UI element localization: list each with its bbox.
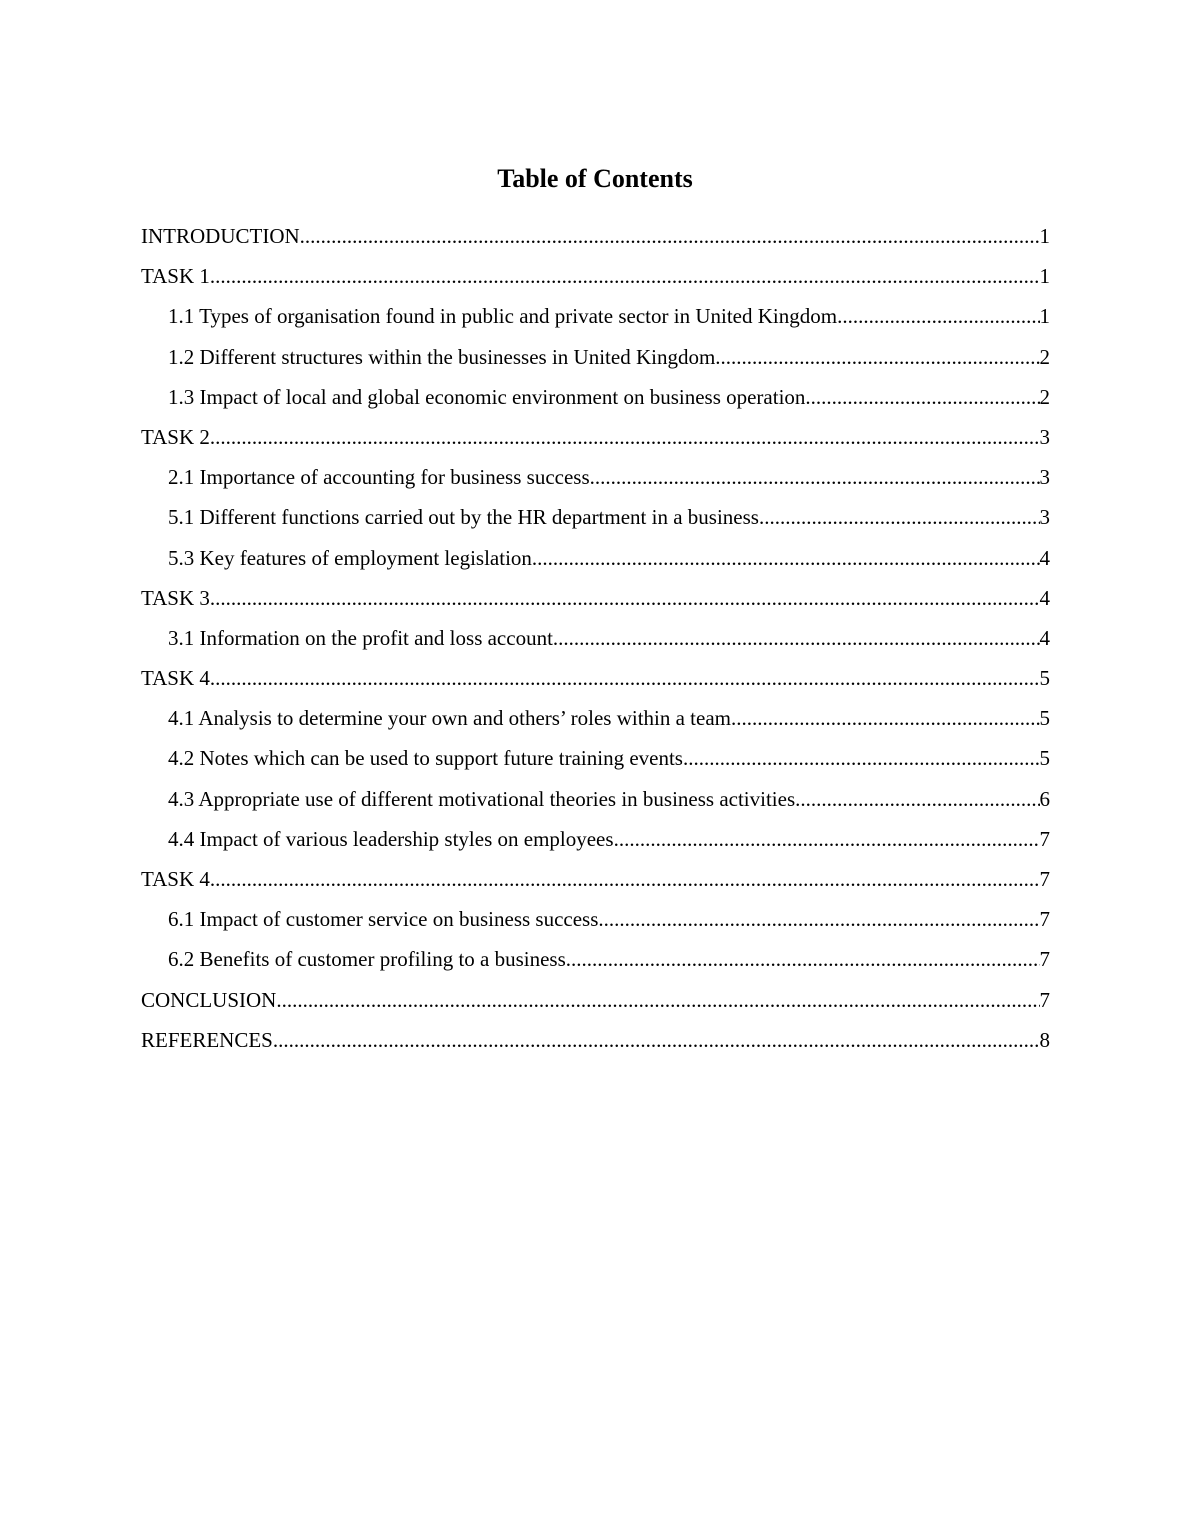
toc-dot-leader bbox=[598, 903, 1039, 935]
toc-subentry[interactable] bbox=[141, 702, 1050, 742]
toc-subentry[interactable] bbox=[141, 381, 1050, 421]
toc-entry-title: TASK 4 bbox=[141, 867, 210, 891]
toc-entry-title: 4.1 Analysis to determine your own and others’ roles within a team bbox=[168, 706, 731, 731]
toc-page-number: 5 bbox=[1039, 706, 1050, 731]
toc-subentry[interactable] bbox=[141, 742, 1050, 782]
toc-dot-leader bbox=[532, 542, 1040, 574]
toc-page-number: 1 bbox=[1039, 224, 1050, 248]
toc-entry-title: 1.2 Different structures within the businesses in United Kingdom bbox=[168, 344, 716, 369]
toc-dot-leader bbox=[795, 783, 1039, 815]
toc-page-number: 7 bbox=[1039, 947, 1050, 972]
toc-page-number: 7 bbox=[1039, 907, 1050, 932]
toc-list bbox=[141, 220, 1050, 1064]
toc-dot-leader bbox=[273, 1024, 1040, 1056]
toc-page-number: 1 bbox=[1039, 304, 1050, 329]
toc-page-number: 3 bbox=[1039, 465, 1050, 490]
toc-subentry[interactable] bbox=[141, 943, 1050, 983]
toc-dot-leader bbox=[553, 622, 1040, 654]
toc-dot-leader bbox=[805, 381, 1039, 413]
toc-subentry[interactable] bbox=[141, 341, 1050, 381]
toc-entry[interactable] bbox=[141, 220, 1050, 260]
toc-title: Table of Contents bbox=[497, 164, 693, 193]
toc-entry-title: 1.3 Impact of local and global economic environment on business operation bbox=[168, 384, 806, 409]
toc-dot-leader bbox=[590, 461, 1040, 493]
toc-dot-leader bbox=[566, 943, 1040, 975]
toc-entry-title: TASK 3 bbox=[141, 585, 210, 610]
toc-page-number: 4 bbox=[1039, 585, 1050, 610]
toc-page-number: 3 bbox=[1039, 424, 1050, 449]
toc-entry-title: 5.1 Different functions carried out by the HR department in a business bbox=[168, 505, 759, 530]
toc-entry[interactable] bbox=[141, 863, 1050, 903]
toc-entry-title: TASK 2 bbox=[141, 424, 210, 449]
toc-entry-title: 4.4 Impact of various leadership styles on employees bbox=[168, 826, 614, 851]
toc-page-number: 5 bbox=[1039, 746, 1050, 771]
toc-dot-leader bbox=[715, 341, 1039, 373]
toc-dot-leader bbox=[210, 260, 1040, 292]
toc-entry[interactable] bbox=[141, 260, 1050, 300]
toc-subentry[interactable] bbox=[141, 300, 1050, 340]
toc-dot-leader bbox=[210, 662, 1040, 694]
toc-entry-title: 4.3 Appropriate use of different motivational theories in business activities bbox=[168, 786, 796, 811]
toc-subentry[interactable] bbox=[141, 622, 1050, 662]
toc-entry-title: INTRODUCTION bbox=[141, 224, 300, 248]
toc-dot-leader bbox=[731, 702, 1040, 734]
toc-subentry[interactable] bbox=[141, 542, 1050, 582]
toc-page-number: 3 bbox=[1039, 505, 1050, 530]
toc-page-number: 7 bbox=[1039, 826, 1050, 851]
toc-entry-title: 5.3 Key features of employment legislation bbox=[168, 545, 532, 570]
toc-entry-title: REFERENCES bbox=[141, 1027, 273, 1052]
toc-page-number: 2 bbox=[1039, 344, 1050, 369]
toc-entry-title: CONCLUSION bbox=[141, 987, 277, 1012]
toc-subentry[interactable] bbox=[141, 783, 1050, 823]
toc-page-number: 7 bbox=[1039, 867, 1050, 891]
toc-dot-leader bbox=[210, 421, 1040, 453]
toc-page-number: 7 bbox=[1039, 987, 1050, 1012]
toc-entry-title: TASK 1 bbox=[141, 264, 210, 289]
toc-entry[interactable] bbox=[141, 421, 1050, 461]
toc-page-number: 1 bbox=[1039, 264, 1050, 289]
toc-dot-leader bbox=[683, 742, 1040, 774]
toc-entry-title: 3.1 Information on the profit and loss account bbox=[168, 625, 553, 650]
toc-dot-leader bbox=[210, 863, 1040, 895]
toc-entry-title: 1.1 Types of organisation found in public and private sector in United Kingdom bbox=[168, 304, 838, 329]
toc-dot-leader bbox=[300, 220, 1040, 252]
toc-entry-title: 6.2 Benefits of customer profiling to a business bbox=[168, 947, 566, 972]
toc-page-number: 2 bbox=[1039, 384, 1050, 409]
toc-subentry[interactable] bbox=[141, 461, 1050, 501]
toc-entry[interactable] bbox=[141, 1024, 1050, 1064]
toc-page-number: 8 bbox=[1039, 1027, 1050, 1052]
toc-page-number: 6 bbox=[1039, 786, 1050, 811]
toc-entry[interactable] bbox=[141, 984, 1050, 1024]
toc-page-number: 4 bbox=[1039, 545, 1050, 570]
toc-subentry[interactable] bbox=[141, 903, 1050, 943]
toc-entry-title: 2.1 Importance of accounting for business success bbox=[168, 465, 590, 490]
toc-dot-leader bbox=[276, 984, 1039, 1016]
toc-entry-title: TASK 4 bbox=[141, 666, 210, 691]
toc-dot-leader bbox=[614, 823, 1040, 855]
toc-entry-title: 6.1 Impact of customer service on business success bbox=[168, 907, 599, 932]
toc-dot-leader bbox=[210, 582, 1040, 614]
toc-page-number: 4 bbox=[1039, 625, 1050, 650]
toc-entry[interactable] bbox=[141, 662, 1050, 702]
toc-entry[interactable] bbox=[141, 582, 1050, 622]
toc-subentry[interactable] bbox=[141, 823, 1050, 863]
toc-subentry[interactable] bbox=[141, 501, 1050, 541]
toc-page-number: 5 bbox=[1039, 666, 1050, 691]
toc-dot-leader bbox=[837, 300, 1039, 332]
toc-dot-leader bbox=[759, 501, 1040, 533]
toc-entry-title: 4.2 Notes which can be used to support future training events bbox=[168, 746, 683, 771]
